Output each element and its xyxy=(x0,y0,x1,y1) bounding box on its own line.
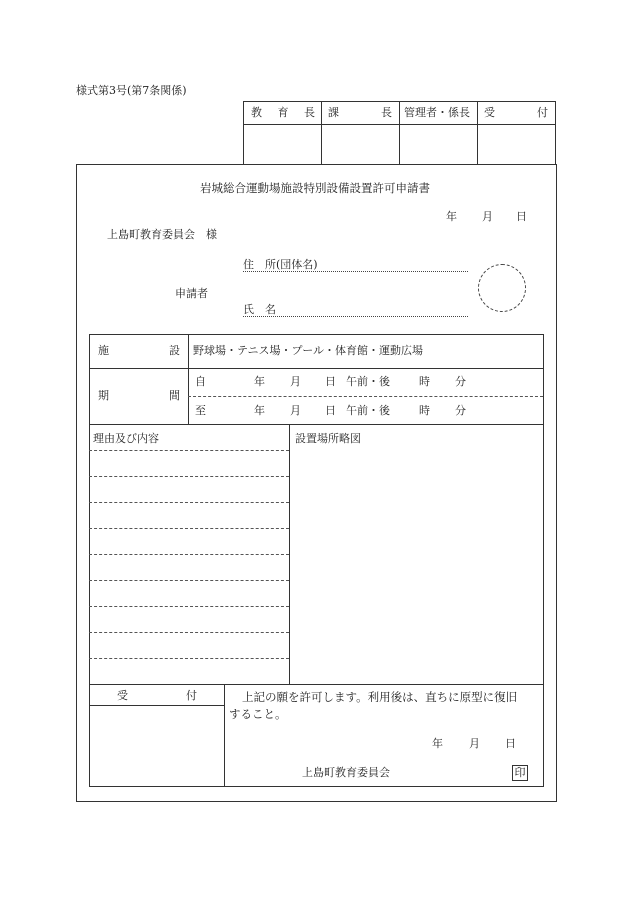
applicant-label: 申請者 xyxy=(175,287,208,300)
form-number: 様式第3号(第7条関係) xyxy=(76,84,187,97)
addressee: 上島町教育委員会 様 xyxy=(107,228,217,241)
receipt-label: 受 付 xyxy=(117,689,197,702)
form-title: 岩城総合運動場施設特別設備設置許可申請書 xyxy=(200,181,430,195)
map-label: 設置場所略図 xyxy=(295,432,361,445)
issuer-seal-icon: 印 xyxy=(512,765,528,781)
receipt-stamp-area[interactable] xyxy=(90,706,223,785)
reason-label: 理由及び内容 xyxy=(93,432,159,445)
applicant-name-label: 氏 名 xyxy=(243,303,276,316)
permission-text-line2: すること。 xyxy=(229,707,287,721)
permission-text-line1: 上記の願を許可します。利用後は、直ちに原型に復旧 xyxy=(242,690,518,704)
issuer-name: 上島町教育委員会 xyxy=(302,766,390,779)
approval-header-section-chief: 課 長 xyxy=(328,106,392,119)
applicant-seal-circle xyxy=(478,264,526,312)
applicant-name-field[interactable] xyxy=(243,316,468,317)
approval-header-superintendent: 教 育 長 xyxy=(251,106,315,119)
facility-options[interactable]: 野球場・テニス場・プール・体育館・運動広場 xyxy=(193,344,424,357)
map-area[interactable] xyxy=(290,446,542,682)
applicant-address-label: 住 所(団体名) xyxy=(243,258,318,271)
period-label: 期 間 xyxy=(98,389,180,402)
applicant-address-field[interactable] xyxy=(243,271,468,272)
approval-header-manager: 管理者・係長 xyxy=(404,106,470,119)
approval-header-receipt: 受 付 xyxy=(484,106,548,119)
facility-label: 施 設 xyxy=(98,344,180,357)
